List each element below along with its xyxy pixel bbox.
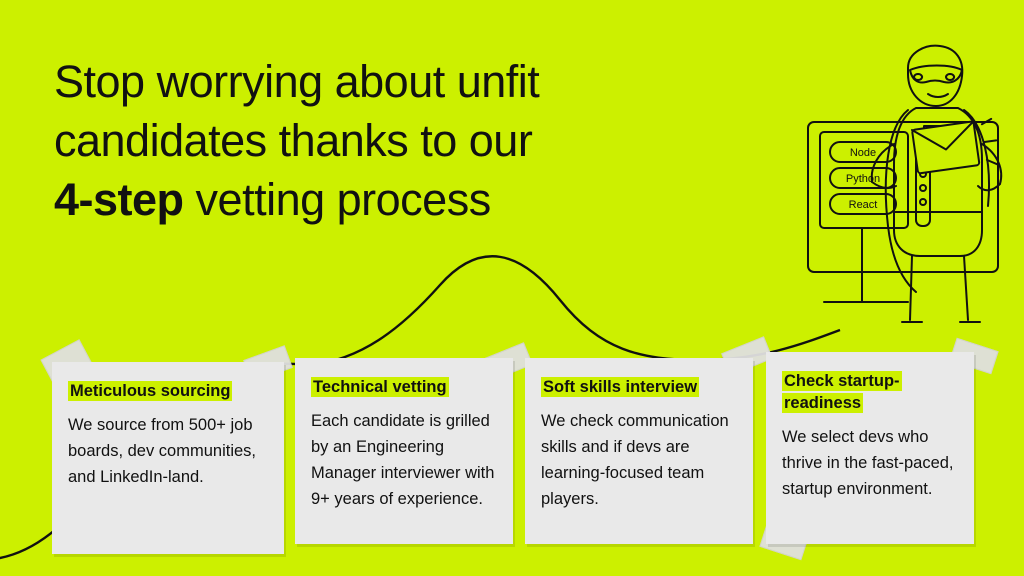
step-card-4-title-wrap: [782, 370, 958, 414]
step-card-4-title: Check startup-readiness: [784, 372, 900, 412]
step-card-1-body: We source from 500+ job boards, dev communities, and LinkedIn-land.: [68, 416, 257, 486]
step-card-3-body: We check communication skills and if devs are learning-focused team players.: [541, 412, 729, 508]
screen-label-python: Python: [845, 173, 881, 185]
step-card-1-title: Meticulous sourcing: [70, 382, 231, 400]
step-card-2-title-wrap: [311, 376, 497, 398]
headline-line-2: candidates thanks to our: [54, 115, 533, 166]
step-card-1: [52, 362, 284, 554]
step-card-3: [525, 358, 753, 544]
headline-line-1: Stop worrying about unfit: [54, 56, 540, 107]
step-card-2: [295, 358, 513, 544]
step-card-3-title-wrap: [541, 376, 737, 398]
step-card-2-body: Each candidate is grilled by an Engineering Manager interviewer with 9+ years of experience.: [311, 412, 495, 508]
step-card-2-title: Technical vetting: [313, 378, 447, 396]
headline-line-3-rest: vetting process: [183, 174, 491, 225]
step-card-4: [766, 352, 974, 544]
step-card-4-body: We select devs who thrive in the fast-paced, startup environment.: [782, 428, 954, 498]
screen-label-react: React: [848, 199, 878, 211]
screen-label-node: Node: [849, 147, 877, 159]
step-card-3-title: Soft skills interview: [543, 378, 698, 396]
step-card-1-title-wrap: [68, 380, 268, 402]
headline-emphasis: 4-step: [54, 174, 184, 225]
